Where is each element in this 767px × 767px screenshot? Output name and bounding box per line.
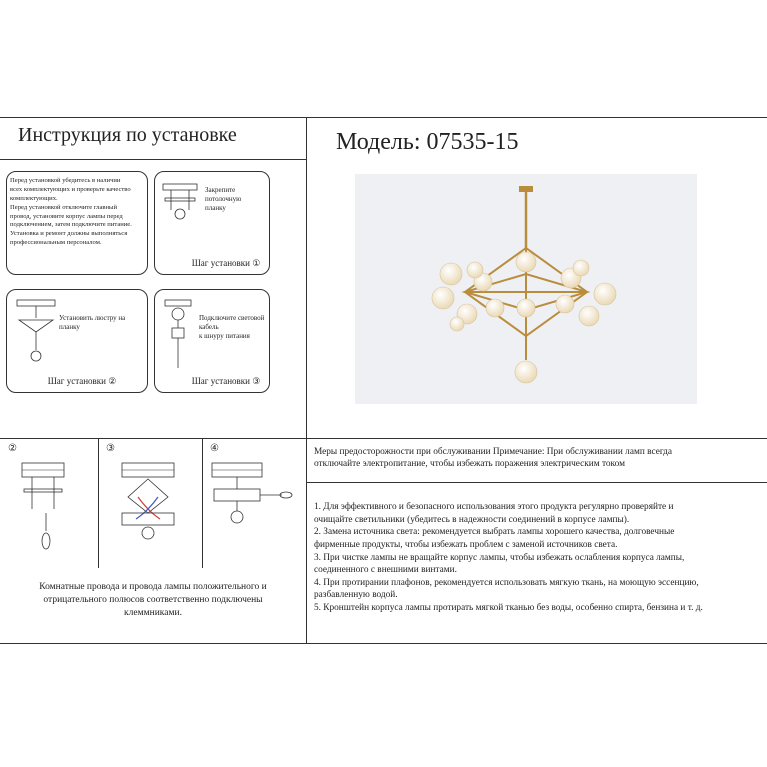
left-middle-divider [0,438,306,439]
top-border [0,117,767,118]
instruction-line: 5. Кронштейн корпуса лампы протирать мягкой тканью без воды, особенно спирта, бензина и т. д. [314,603,703,614]
instructions-title: Инструкция по установке [18,124,237,146]
column-divider [306,117,307,644]
connect-cable-diagram [161,298,197,374]
step3-label: Шаг установки ③ [191,376,261,386]
wiring-diagram-4 [210,461,296,551]
instruction-line: очищайте светильники (убедитесь в надежности соединений в корпусе лампы). [314,514,630,525]
instruction-line: 3. При чистке лампы не вращайте корпус лампы, чтобы избежать ослабления корпуса лампы, [314,552,685,563]
wiring-diagram-3 [116,461,186,561]
bottom-border [0,643,767,644]
ceiling-canopy [519,186,533,192]
step2-caption: Установить люстру на планку [59,314,126,331]
step2-box [6,289,148,393]
wiring-number-4: ④ [210,443,219,454]
instruction-line: фирменные продукты, чтобы избежать проблем с заменой источников света. [314,539,618,550]
wiring-divider-1 [98,438,99,568]
left-title-divider [0,159,306,160]
wiring-number-3: ③ [106,443,115,454]
intro-text: Перед установкой убедитесь в наличии всех комплектующих и проверьте качество комплектующих. Перед установкой отключите главный провод, установите корпус лампы перед подключением, затем подключите питание. Установка и ремонт должны выполняться профессиональным персоналом. [10,177,132,247]
model-title: Модель: 07535-15 [336,129,519,155]
wiring-number-2: ② [8,443,17,454]
instruction-line: 1. Для эффективного и безопасного использования этого продукта регулярно проверяйте и [314,502,674,512]
instruction-line: соединенного с внешними винтами. [314,565,457,576]
wiring-note: Комнатные провода и провода лампы положительного и отрицательного полюсов соответственно подключены клеммниками. [39,582,267,618]
step1-box [154,171,270,275]
step2-label: Шаг установки ② [47,376,117,386]
ceiling-brick [163,184,197,190]
intro-box [6,171,148,275]
wiring-divider-2 [202,438,203,568]
maintenance-instructions [314,501,703,615]
right-lower-divider [306,482,767,483]
precaution-text: Меры предосторожности при обслуживании Примечание: При обслуживании ламп всегда отключайте электропитание, чтобы избежать поражения электрическим током [314,447,673,469]
ceiling-plate-diagram [161,180,201,230]
right-middle-divider [306,438,767,439]
step3-box [154,289,270,393]
step1-label: Шаг установки ① [191,258,261,268]
instruction-sheet [0,117,767,644]
mount-chandelier-diagram [11,298,61,368]
instruction-line: 2. Замена источника света: рекомендуется выбрать лампы хорошего качества, долговечные [314,527,675,538]
instruction-line: 4. При протирании плафонов, рекомендуется использовать мягкую ткань, на моющую эссенцию, [314,577,699,588]
step3-caption: Подключите световой кабель к шнуру питания [199,314,265,340]
chandelier-photo [355,174,697,404]
step1-caption: Закрепите потолочную планку [205,186,242,212]
instruction-line: разбавленную водой. [314,590,398,601]
wiring-diagram-2 [18,461,78,571]
